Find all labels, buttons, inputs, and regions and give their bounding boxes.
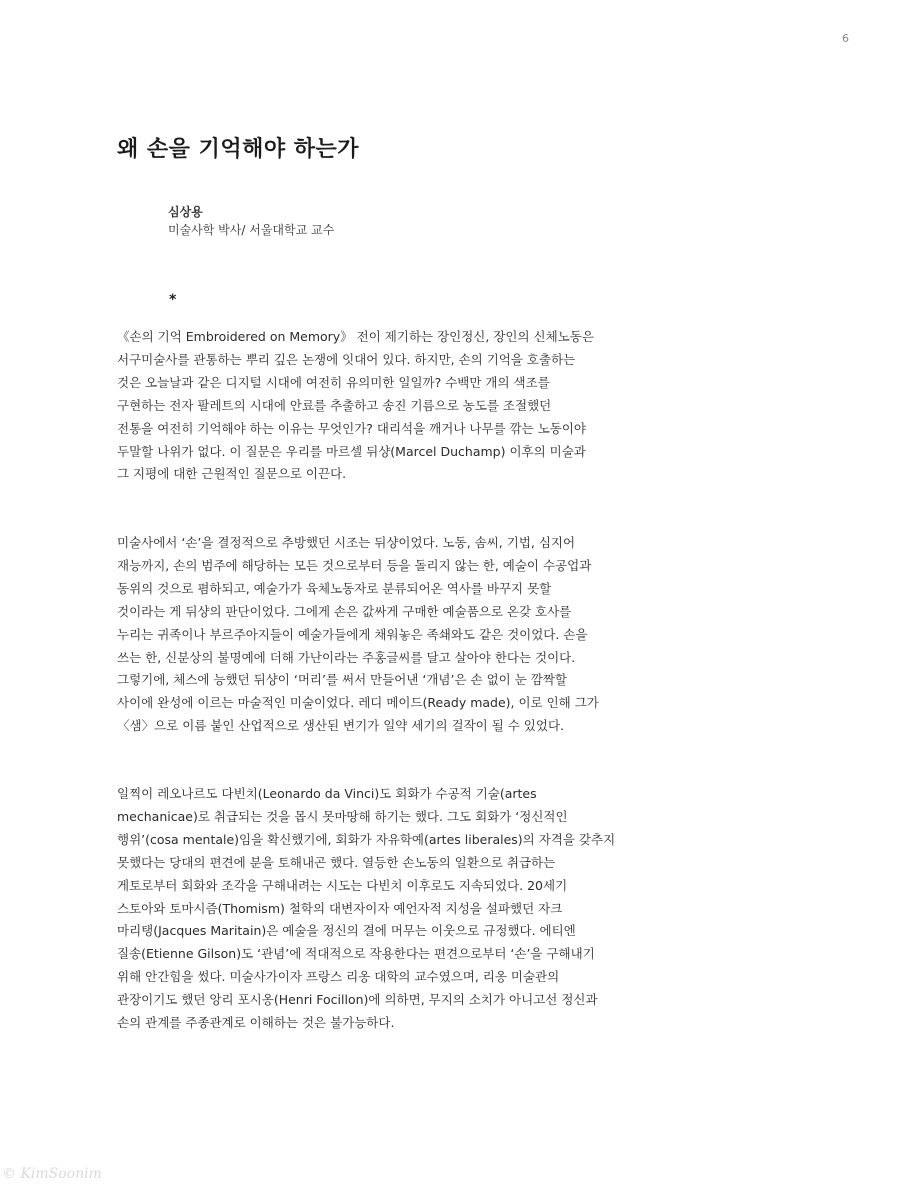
paragraph-line: 것은 오늘날과 같은 디지털 시대에 여전히 유의미한 일일까? 수백만 개의 색조를 xyxy=(117,374,550,390)
paragraph-line: 스토아와 토마시즘(Thomism) 철학의 대변자이자 예언자적 지성을 설파했던 자크 xyxy=(117,900,563,916)
paragraph-line: 손의 관계를 주종관계로 이해하는 것은 불가능하다. xyxy=(117,1015,395,1031)
paragraph xyxy=(117,326,917,486)
paragraph-line: 전통을 여전히 기억해야 하는 이유는 무엇인가? 대리석을 깨거나 나무를 깎는 노동이야 xyxy=(117,420,586,436)
paragraph-line: 구현하는 전자 팔레트의 시대에 안료를 추출하고 송진 기름으로 농도를 조절했던 xyxy=(117,397,552,413)
author-affiliation: 미술사학 박사/ 서울대학교 교수 xyxy=(168,223,335,237)
paragraph-line: 미술사에서 ‘손’을 결정적으로 추방했던 시조는 뒤샹이었다. 노동, 솜씨, 기법, 심지어 xyxy=(117,535,576,550)
paragraph-line: 게토로부터 회화와 조각을 구해내려는 시도는 다빈치 이후로도 지속되었다. 20세기 xyxy=(117,877,568,893)
paragraph-line: 〈샘〉으로 이름 붙인 산업적으로 생산된 변기가 일약 세기의 걸작이 될 수 있었다. xyxy=(117,718,565,734)
paragraph xyxy=(117,783,917,1035)
paragraph-line: 행위’(cosa mentale)임을 확신했기에, 회화가 자유학예(artes liberales)의 자격을 갖추지 xyxy=(117,831,616,847)
paragraph-line: 그렇기에, 체스에 능했던 뒤샹이 ‘머리’를 써서 만들어낸 ‘개념’은 손 없이 눈 깜짝할 xyxy=(117,672,567,688)
paragraph-line: 사이에 완성에 이르는 마술적인 미술이었다. 레디 메이드(Ready made), 이로 인해 그가 xyxy=(117,695,599,711)
paragraph-line: 관장이기도 했던 앙리 포시옹(Henri Focillon)에 의하면, 무지의 소치가 아니고선 정신과 xyxy=(117,992,598,1008)
copyright-watermark: © KimSoonim xyxy=(2,1166,102,1182)
paragraph-line: 그 지평에 대한 근원적인 질문으로 이끈다. xyxy=(117,466,347,482)
paragraph-line: mechanicae)로 취급되는 것을 몹시 못마땅해 하기는 했다. 그도 회화가 ‘정신적인 xyxy=(117,808,568,824)
paragraph-line: 동위의 것으로 폄하되고, 예술가가 육체노동자로 분류되어온 역사를 바꾸지 못할 xyxy=(117,580,552,596)
section-divider: * xyxy=(169,292,177,308)
paragraph-line: 《손의 기억 Embroidered on Memory》 전이 제기하는 장인정신, 장인의 신체노동은 xyxy=(117,329,594,344)
paragraph-line: 못했다는 당대의 편견에 분을 토해내곤 했다. 열등한 손노동의 일환으로 취급하는 xyxy=(117,854,556,870)
paragraph-line: 것이라는 게 뒤샹의 판단이었다. 그에게 손은 값싸게 구매한 예술품으로 온갖 호사를 xyxy=(117,603,572,619)
paragraph-line: 서구미술사를 관통하는 뿌리 깊은 논쟁에 잇대어 있다. 하지만, 손의 기억을 호출하는 xyxy=(117,351,576,367)
paragraph-line: 질송(Etienne Gilson)도 ‘관념’에 적대적으로 작용한다는 편견으로부터 ‘손’을 구해내기 xyxy=(117,946,595,962)
author-name: 심상용 xyxy=(168,205,203,219)
page-number: 6 xyxy=(842,32,849,45)
paragraph xyxy=(117,532,917,738)
paragraph-line: 재능까지, 손의 범주에 해당하는 모든 것으로부터 등을 돌리지 않는 한, 예술이 수공업과 xyxy=(117,557,592,573)
paragraph-line: 위해 안간힘을 썼다. 미술사가이자 프랑스 리옹 대학의 교수였으며, 리옹 미술관의 xyxy=(117,969,560,985)
paragraph-line: 누리는 귀족이나 부르주아지들이 예술가들에게 채워놓은 족쇄와도 같은 것이었다. 손을 xyxy=(117,626,588,642)
paragraph-line: 일찍이 레오나르도 다빈치(Leonardo da Vinci)도 회화가 수공적 기술(artes xyxy=(117,786,537,801)
paragraph-line: 쓰는 한, 신분상의 불명예에 더해 가난이라는 주홍글씨를 달고 살아야 한다는 것이다. xyxy=(117,649,576,665)
paragraph-line: 두말할 나위가 없다. 이 질문은 우리를 마르셀 뒤샹(Marcel Duchamp) 이후의 미술과 xyxy=(117,443,586,459)
paragraph-line: 마리탱(Jacques Maritain)은 예술을 정신의 결에 머무는 이웃으로 규정했다. 에티엔 xyxy=(117,923,576,939)
article-title: 왜 손을 기억해야 하는가 xyxy=(117,137,359,162)
